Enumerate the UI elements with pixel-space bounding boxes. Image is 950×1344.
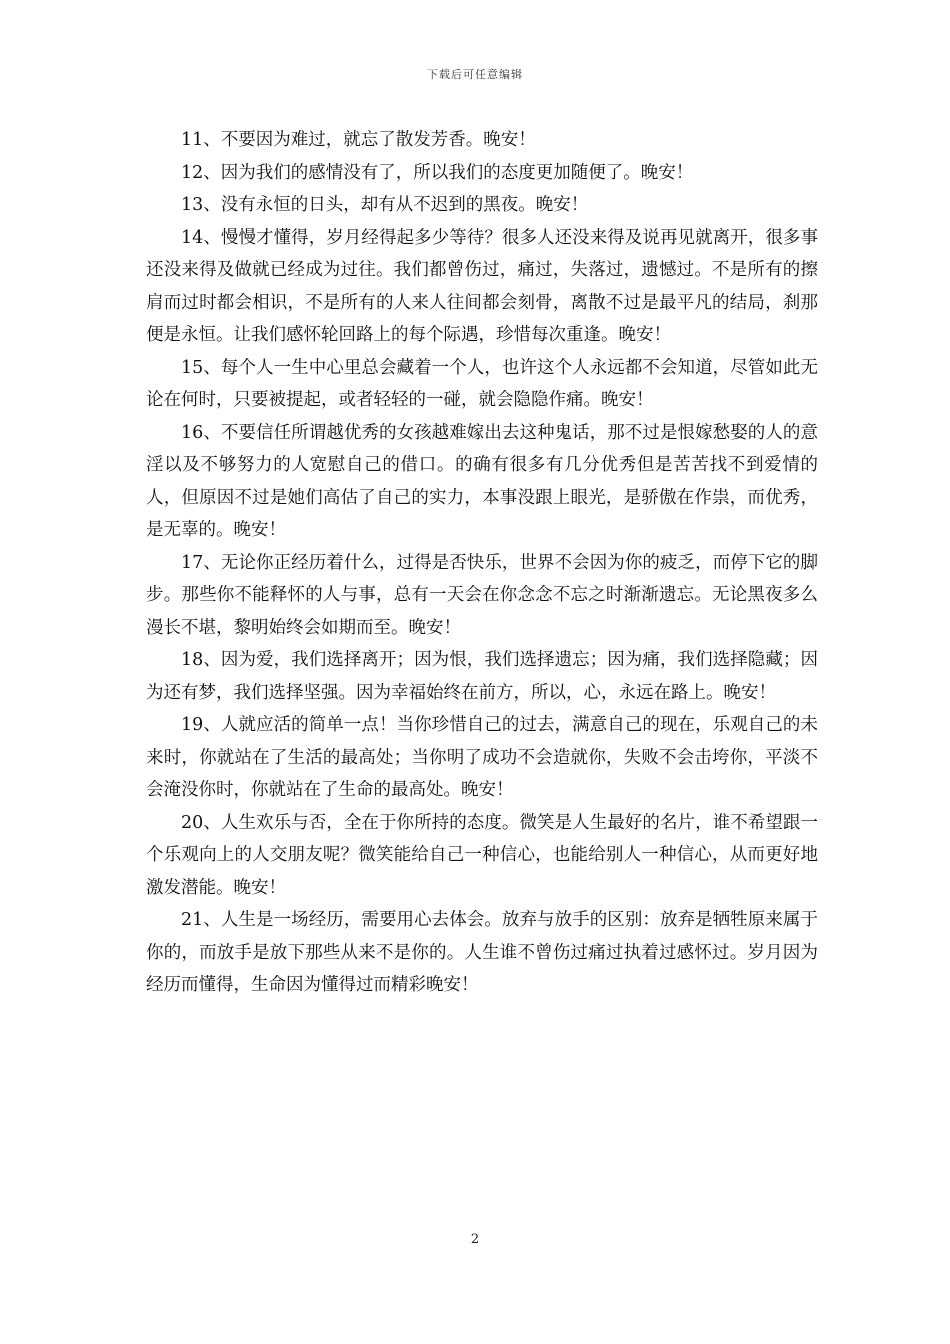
document-body [146,124,818,1002]
paragraph-21: 21、人生是一场经历，需要用心去体会。放弃与放手的区别：放弃是牺牲原来属于你的，而放手是放下那些从来不是你的。人生谁不曾伤过痛过执着过感怀过。岁月因为经历而懂得，生命因为懂得过而精彩晚安！ [146,910,818,995]
paragraph-19: 19、人就应活的简单一点！当你珍惜自己的过去，满意自己的现在，乐观自己的未来时，你就站在了生活的最高处；当你明了成功不会造就你，失败不会击垮你，平淡不会淹没你时，你就站在了生命的最高处。晚安！ [146,715,818,800]
paragraph-12: 12、因为我们的感情没有了，所以我们的态度更加随便了。晚安！ [181,162,694,183]
paragraph-11: 11、不要因为难过，就忘了散发芳香。晚安！ [181,130,536,150]
paragraph-13: 13、没有永恒的日头，却有从不迟到的黑夜。晚安！ [181,195,589,215]
page-header: 下载后可任意编辑 [427,68,523,81]
paragraph-16: 16、不要信任所谓越优秀的女孩越难嫁出去这种鬼话，那不过是恨嫁愁娶的人的意淫以及不够努力的人宽慰自己的借口。的确有很多有几分优秀但是苦苦找不到爱情的人，但原因不过是她们高估了自己的实力，本事没跟上眼光，是骄傲在作祟，而优秀，是无辜的。晚安！ [146,422,818,540]
page-number: 2 [470,1232,480,1247]
paragraph-17: 17、无论你正经历着什么，过得是否快乐，世界不会因为你的疲乏，而停下它的脚步。那些你不能释怀的人与事，总有一天会在你念念不忘之时渐渐遗忘。无论黑夜多么漫长不堪，黎明始终会如期而至。晚安！ [146,552,818,638]
paragraph-18: 18、因为爱，我们选择离开；因为恨，我们选择遗忘；因为痛，我们选择隐藏；因为还有梦，我们选择坚强。因为幸福始终在前方，所以，心，永远在路上。晚安！ [146,650,818,703]
paragraph-20: 20、人生欢乐与否，全在于你所持的态度。微笑是人生最好的名片，谁不希望跟一个乐观向上的人交朋友呢？微笑能给自己一种信心，也能给别人一种信心，从而更好地激发潜能。晚安！ [146,812,818,898]
paragraph-15: 15、每个人一生中心里总会藏着一个人，也许这个人永远都不会知道，尽管如此无论在何时，只要被提起，或者轻轻的一碰，就会隐隐作痛。晚安！ [146,357,818,410]
paragraph-14: 14、慢慢才懂得，岁月经得起多少等待？很多人还没来得及说再见就离开，很多事还没来得及做就已经成为过往。我们都曾伤过，痛过，失落过，遗憾过。不是所有的擦肩而过时都会相识，不是所有的人来人往间都会刻骨，离散不过是最平凡的结局，刹那便是永恒。让我们感怀轮回路上的每个际遇，珍惜每次重逢。晚安！ [146,227,818,345]
